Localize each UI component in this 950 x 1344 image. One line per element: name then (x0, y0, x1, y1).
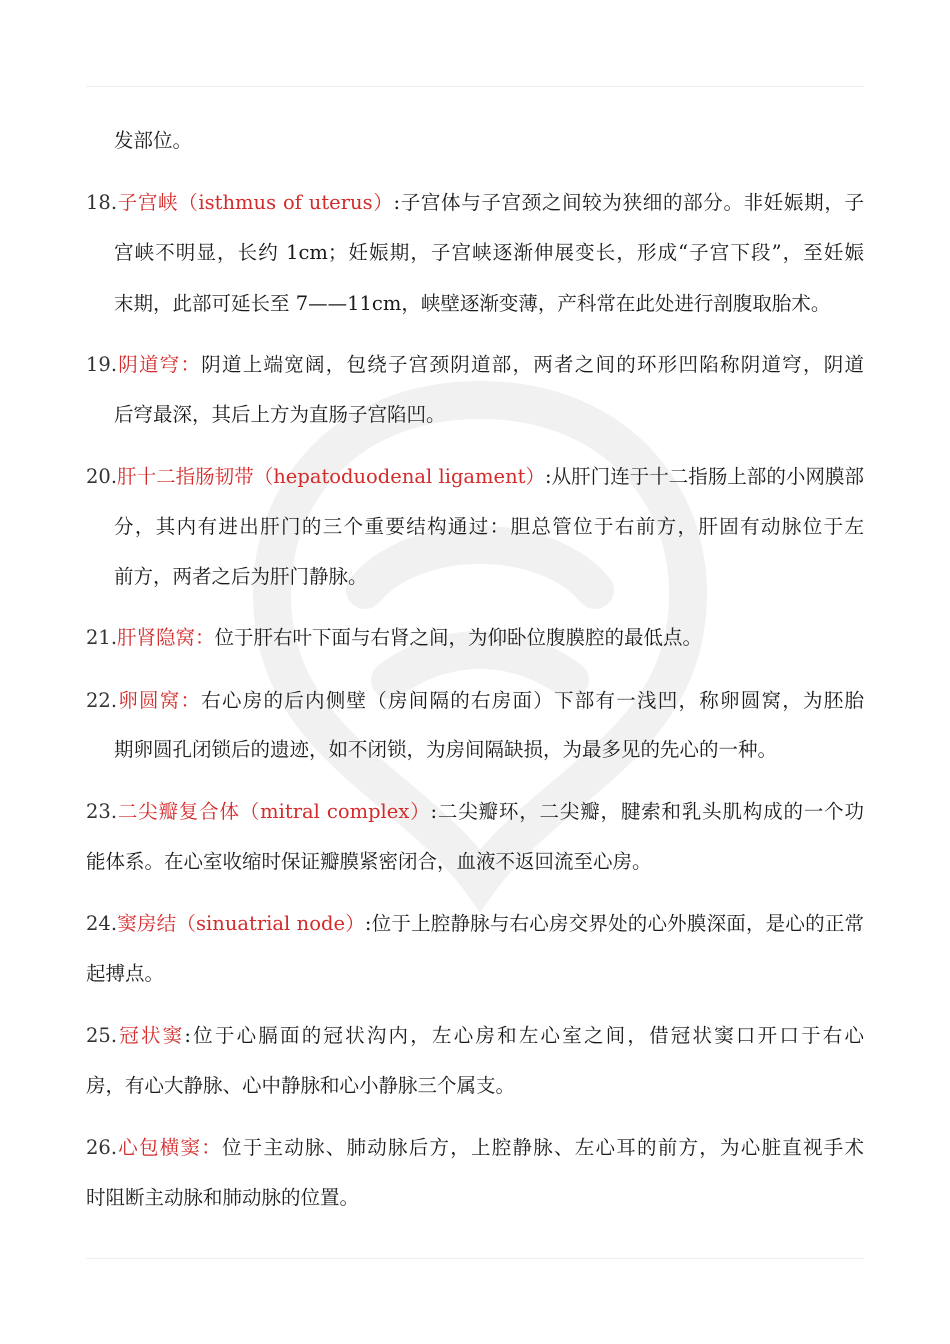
entry-number: 19. (86, 353, 118, 376)
watermark-logo (215, 360, 745, 980)
entry-number: 25. (86, 1024, 118, 1047)
entry-23-line-2: 能体系。在心室收缩时保证瓣膜紧密闭合，血液不返回流至心房。 (86, 850, 652, 873)
entry-24 (86, 909, 864, 939)
entry-19-line-2: 后穹最深，其后上方为直肠子宫陷凹。 (114, 403, 446, 426)
term-label: 二尖瓣复合体（mitral complex） (117, 800, 431, 823)
entry-text: :子宫体与子宫颈之间较为狭细的部分。非妊娠期，子 (393, 191, 864, 214)
entry-text: 位于肝右叶下面与右肾之间，为仰卧位腹膜腔的最低点。 (214, 626, 703, 649)
entry-19 (86, 350, 864, 380)
entry-text: 位于主动脉、肺动脉后方，上腔静脉、左心耳的前方，为心脏直视手术 (222, 1136, 864, 1159)
footer-divider (86, 1258, 864, 1259)
term-label: 肝十二指肠韧带（hepatoduodenal ligament） (117, 465, 546, 488)
entry-20-line-3: 前方，两者之后为肝门静脉。 (114, 565, 368, 588)
term-label: 卵圆窝： (117, 689, 202, 712)
entry-number: 21. (86, 626, 118, 649)
entry-20 (86, 462, 864, 492)
entry-text: :二尖瓣环，二尖瓣，腱索和乳头肌构成的一个功 (430, 800, 864, 823)
entry-18-line-3: 末期，此部可延长至 7——11cm，峡壁逐渐变薄，产科常在此处进行剖腹取胎术。 (114, 292, 831, 315)
term-label: 冠状窦 (117, 1024, 185, 1047)
entry-number: 24. (86, 912, 118, 935)
entry-22 (86, 686, 864, 716)
term-label: 肝肾隐窝： (117, 626, 215, 649)
entry-25-line-2: 房，有心大静脉、心中静脉和心小静脉三个属支。 (86, 1074, 516, 1097)
entry-text: :位于上腔静脉与右心房交界处的心外膜深面，是心的正常 (364, 912, 864, 935)
entry-number: 20. (86, 465, 118, 488)
entry-24-line-2: 起搏点。 (86, 962, 165, 985)
continuation-line: 发部位。 (114, 129, 193, 152)
entry-text: :从肝门连于十二指肠上部的小网膜部 (545, 465, 864, 488)
entry-number: 22. (86, 689, 118, 712)
entry-text: 阴道上端宽阔，包绕子宫颈阴道部，两者之间的环形凹陷称阴道穹，阴道 (201, 353, 864, 376)
entry-26 (86, 1133, 864, 1163)
entry-22-line-2: 期卵圆孔闭锁后的遗迹，如不闭锁，为房间隔缺损，为最多见的先心的一种。 (114, 738, 778, 761)
entry-18 (86, 188, 864, 218)
entry-20-line-2: 分，其内有进出肝门的三个重要结构通过：胆总管位于右前方，肝固有动脉位于左 (114, 515, 864, 538)
entry-text: 右心房的后内侧壁（房间隔的右房面）下部有一浅凹，称卵圆窝，为胚胎 (201, 689, 864, 712)
entry-26-line-2: 时阻断主动脉和肺动脉的位置。 (86, 1186, 360, 1209)
term-label: 心包横窦： (117, 1136, 223, 1159)
entry-number: 18. (86, 191, 118, 214)
header-divider (86, 86, 864, 87)
entry-number: 23. (86, 800, 118, 823)
entry-number: 26. (86, 1136, 118, 1159)
entry-23 (86, 797, 864, 827)
entry-21 (86, 623, 864, 653)
term-label: 窦房结（sinuatrial node） (117, 912, 365, 935)
term-label: 阴道穹： (117, 353, 202, 376)
entry-text: :位于心膈面的冠状沟内，左心房和左心室之间，借冠状窦口开口于右心 (184, 1024, 864, 1047)
entry-18-line-2: 宫峡不明显，长约 1cm；妊娠期，子宫峡逐渐伸展变长，形成“子宫下段”，至妊娠 (114, 241, 864, 264)
entry-25 (86, 1021, 864, 1051)
term-label: 子宫峡（isthmus of uterus） (117, 191, 394, 214)
